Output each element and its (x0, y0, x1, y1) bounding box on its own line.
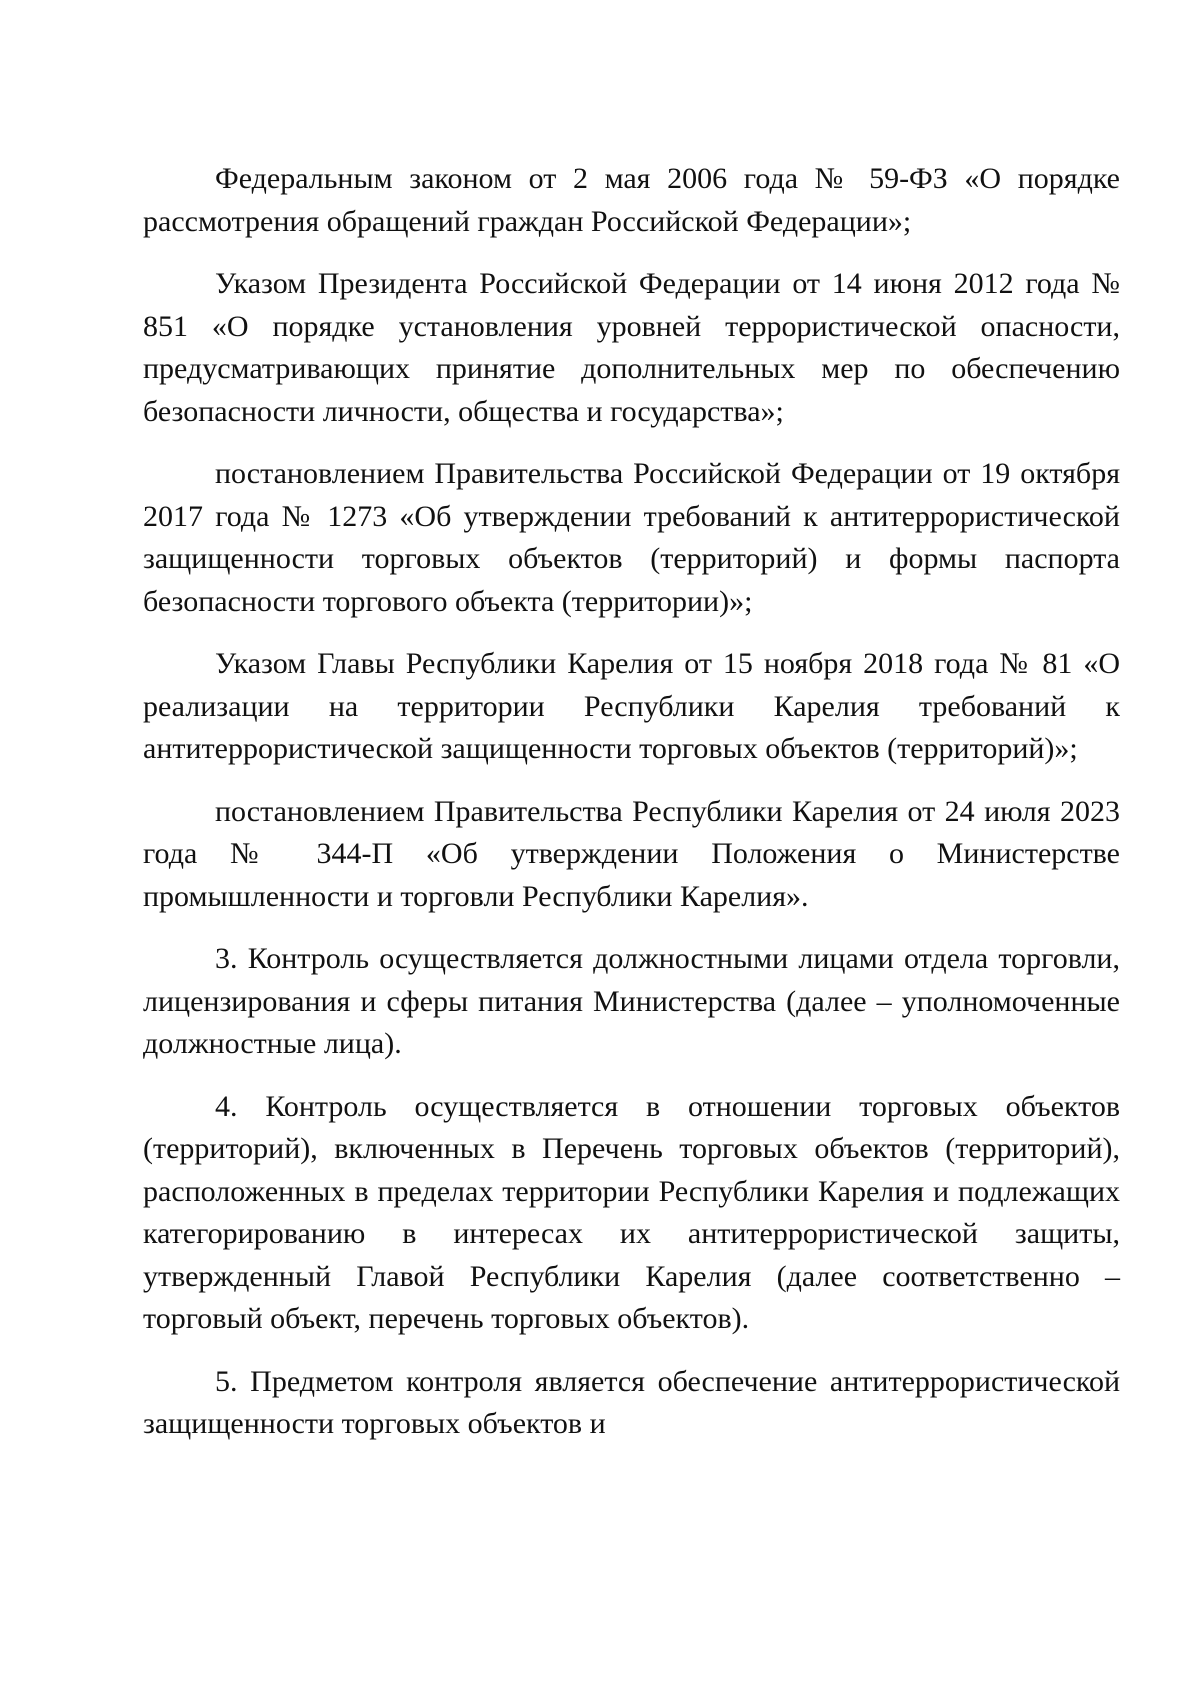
paragraph-karelia-resolution-344: постановлением Правительства Республики Карелия от 24 июля 2023 года № 344-П «Об утверждении Положения о Министерстве промышленности и торговли Республики Карелия». (143, 794, 1120, 913)
paragraph-government-resolution-1273: постановлением Правительства Российской Федерации от 19 октября 2017 года № 1273 «Об утверждении требований к антитеррористической защищенности торговых объектов (территорий) и формы паспорта безопасности торгового объекта (территории)»; (143, 457, 1120, 618)
paragraph-item-3: 3. Контроль осуществляется должностными лицами отдела торговли, лицензирования и сферы питания Министерства (далее – уполномоченные должностные лица). (143, 942, 1120, 1060)
paragraph-presidential-decree-851: Указом Президента Российской Федерации от 14 июня 2012 года № 851 «О порядке установления уровней террористической опасности, предусматривающих принятие дополнительных мер по обеспечению безопасности личности, общества и государства»; (143, 267, 1120, 428)
paragraph-item-4: 4. Контроль осуществляется в отношении торговых объектов (территорий), включенных в Перечень торговых объектов (территорий), расположенных в пределах территории Республики Карелия и подлежащих категорированию в интересах их антитеррористической защиты, утвержденный Главой Республики Карелия (далее соответственно – торговый объект, перечень торговых объектов). (143, 1089, 1120, 1335)
paragraph-item-5: 5. Предметом контроля является обеспечение антитеррористической защищенности торговых объектов и (143, 1364, 1120, 1440)
paragraph-federal-law-59: Федеральным законом от 2 мая 2006 года № 59-ФЗ «О порядке рассмотрения обращений граждан Российской Федерации»; (143, 162, 1120, 238)
document-body (143, 158, 1120, 1466)
paragraph-karelia-decree-81: Указом Главы Республики Карелия от 15 ноября 2018 года № 81 «О реализации на территории Республики Карелия требований к антитеррористической защищенности торговых объектов (территорий)»; (143, 647, 1120, 765)
